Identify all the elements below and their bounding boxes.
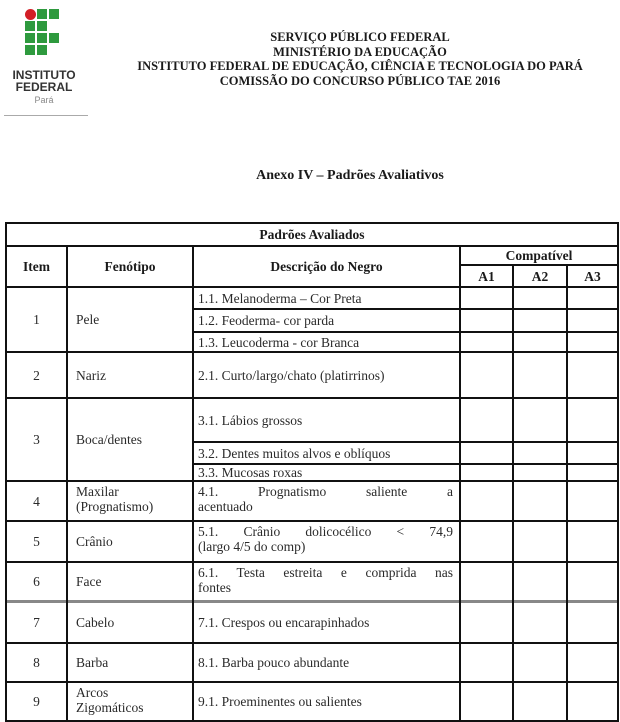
header-line-4: COMISSÃO DO CONCURSO PÚBLICO TAE 2016 <box>219 73 501 88</box>
row-item: 6 <box>33 574 40 589</box>
logo-divider <box>4 115 88 116</box>
row-fenotipo-line: Arcos <box>76 685 109 700</box>
row-fenotipo: Nariz <box>76 367 106 383</box>
row-descricao: 3.2. Dentes muitos alvos e oblíquos <box>198 445 391 461</box>
row-item: 2 <box>33 367 40 383</box>
row-item: 8 <box>33 655 40 670</box>
table-line <box>566 264 568 722</box>
row-item: 4 <box>33 493 40 509</box>
row-descricao: 2.1. Curto/largo/chato (platirrinos) <box>198 367 385 383</box>
table-title: Padrões Avaliados <box>259 227 365 242</box>
logo-red-dot <box>25 9 36 20</box>
header-descricao: Descrição do Negro <box>270 259 383 274</box>
row-descricao-line: (largo 4/5 do comp) <box>198 539 306 554</box>
row-descricao: 9.1. Proeminentes ou salientes <box>198 694 362 709</box>
row-fenotipo-line: Maxilar <box>76 484 119 499</box>
row-fenotipo: Crânio <box>76 534 113 549</box>
row-descricao <box>194 563 459 600</box>
table-line <box>512 264 514 722</box>
logo-square <box>37 21 47 31</box>
row-item: 7 <box>33 615 40 630</box>
row-descricao: 7.1. Crespos ou encarapinhados <box>198 615 370 630</box>
row-descricao-line: acentuado <box>198 499 253 514</box>
logo-text-para: Pará <box>34 95 54 105</box>
row-descricao-line: 4.1. Prognatismo saliente a <box>198 484 453 499</box>
row-descricao: 8.1. Barba pouco abundante <box>198 655 350 670</box>
row-item: 3 <box>33 432 40 447</box>
row-descricao-line: 5.1. Crânio dolicocélico < 74,9 <box>198 524 453 539</box>
table-line <box>459 245 461 722</box>
row-fenotipo: Face <box>76 574 102 589</box>
header-compativel: Compatível <box>505 248 573 263</box>
row-fenotipo: Cabelo <box>76 615 115 630</box>
row-descricao: 1.2. Feoderma- cor parda <box>198 313 335 328</box>
row-descricao-line: fontes <box>198 580 231 595</box>
row-fenotipo-line: Zigomáticos <box>76 700 144 715</box>
row-descricao: 3.3. Mucosas roxas <box>198 465 303 480</box>
logo-square <box>25 45 35 55</box>
header-line-3: INSTITUTO FEDERAL DE EDUCAÇÃO, CIÊNCIA E TECNOLOGIA DO PARÁ <box>137 59 583 73</box>
logo-square <box>49 33 59 43</box>
row-descricao: 1.1. Melanoderma – Cor Preta <box>198 290 362 306</box>
row-fenotipo <box>68 482 192 520</box>
row-descricao: 1.3. Leucoderma - cor Branca <box>198 334 360 350</box>
header-item: Item <box>23 259 50 274</box>
row-descricao-line: 6.1. Testa estreita e comprida nas <box>198 565 453 580</box>
row-descricao <box>194 522 459 561</box>
row-fenotipo: Boca/dentes <box>76 432 142 447</box>
logo-square <box>37 33 47 43</box>
row-fenotipo <box>68 683 192 720</box>
logo-square <box>25 21 35 31</box>
logo-square <box>37 45 47 55</box>
header-a3: A3 <box>584 268 601 284</box>
header-line-1: SERVIÇO PÚBLICO FEDERAL <box>270 30 450 44</box>
row-descricao <box>194 482 459 520</box>
annex-title: Anexo IV – Padrões Avaliativos <box>256 168 444 183</box>
header-a2: A2 <box>531 268 549 284</box>
row-fenotipo: Pele <box>76 312 100 327</box>
row-item: 1 <box>33 312 40 327</box>
logo-text-instituto: INSTITUTO <box>12 68 76 82</box>
row-fenotipo-line: (Prognatismo) <box>76 499 154 514</box>
header-line-2: MINISTÉRIO DA EDUCAÇÃO <box>273 44 447 59</box>
document-header <box>100 30 620 88</box>
table-border-right <box>617 222 619 722</box>
row-item: 9 <box>33 694 40 709</box>
header-fenotipo: Fenótipo <box>104 259 156 274</box>
header-a1: A1 <box>478 268 495 284</box>
logo-text-federal: FEDERAL <box>15 80 73 94</box>
row-fenotipo: Barba <box>76 655 109 670</box>
logo-square <box>25 33 35 43</box>
logo-square <box>37 9 47 19</box>
institute-logo <box>0 0 92 120</box>
row-descricao: 3.1. Lábios grossos <box>198 412 303 428</box>
logo-square <box>49 9 59 19</box>
row-item: 5 <box>33 534 40 549</box>
